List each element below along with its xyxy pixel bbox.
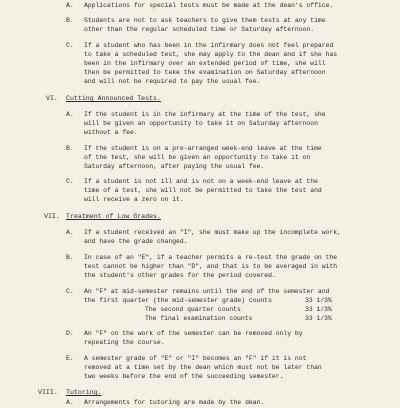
item-letter: B. <box>66 17 74 24</box>
text-line: Saturday afternoon, after paying the usual fee. <box>84 163 265 170</box>
text-line: If the student is on a pre-arranged week-end leave at the time <box>84 145 322 152</box>
item-letter: E. <box>66 355 74 362</box>
text-line: and have the grade changed. <box>84 238 188 245</box>
section-number: VII. <box>44 213 60 220</box>
text-line: If a student who has been in the infirmary does not feel prepared <box>84 42 334 49</box>
text-line: If a student received an "I", she must make up the incomplete work, <box>84 229 341 236</box>
text-line: In case of an "E", if a teacher permits a re-test the grade on the <box>84 254 338 261</box>
text-line: the student's other grades for the period covered. <box>84 272 276 279</box>
text-line: The final examination counts <box>145 315 253 322</box>
text-line: test cannot be higher than "D", and that is to be averaged in with <box>84 263 338 270</box>
text-line: the first quarter (the mid-semester grade) counts <box>84 297 272 304</box>
text-line: If the student is in the infirmary at the time of the test, she <box>84 111 326 118</box>
text-line: of the test, she will be given an opportunity to take it on <box>84 154 311 161</box>
section-number: VI. <box>46 95 58 102</box>
item-letter: C. <box>66 178 74 185</box>
item-letter: A. <box>66 229 74 236</box>
text-line: to take a scheduled test, she may apply to the dean and if she has <box>84 51 338 58</box>
percentage-value: 33 1/3% <box>305 297 332 304</box>
text-line: repeating the course. <box>84 339 165 346</box>
percentage-value: 33 1/3% <box>305 306 332 313</box>
text-line: time of a test, she will not be permitted to take the test and <box>84 187 322 194</box>
item-letter: C. <box>66 288 74 295</box>
text-line: The second quarter counts <box>145 306 241 313</box>
text-line: Applications for special tests must be made at the dean's office. <box>84 2 334 9</box>
item-letter: C. <box>66 42 74 49</box>
text-line: removed at a time set by the dean which must not be later than <box>84 364 322 371</box>
text-line: been in the infirmary over an extended period of time, she will <box>84 60 326 67</box>
item-letter: B. <box>66 145 74 152</box>
text-line: If a student is not ill and is not on a week-end leave at the <box>84 178 318 185</box>
text-line: An "F" at mid-semester remains until the end of the semester and <box>84 288 330 295</box>
text-line: without a fee. <box>84 129 138 136</box>
text-line: Arrangements for tutoring are made by the dean. <box>84 399 265 406</box>
text-line: will receive a zero on it. <box>84 196 184 203</box>
text-line: Students are not to ask teachers to give them tests at any time <box>84 17 326 24</box>
text-line: and will not be required to pay the usual fee. <box>84 78 261 85</box>
text-line: other than the regular scheduled time or Saturday afternoon. <box>84 26 315 33</box>
percentage-value: 33 1/3% <box>305 315 332 322</box>
item-letter: A. <box>66 111 74 118</box>
text-line: two weeks before the end of the succeeding semester. <box>84 373 284 380</box>
text-line: then be permitted to take the examination on Saturday afternoon <box>84 69 326 76</box>
section-title: Treatment of Low Grades. <box>66 213 161 220</box>
section-title: Tutoring. <box>66 389 102 396</box>
item-letter: D. <box>66 330 74 337</box>
item-letter: A. <box>66 399 74 406</box>
section-title: Cutting Announced Tests. <box>66 95 161 102</box>
section-number: VIII. <box>38 389 58 396</box>
text-line: will be given an opportunity to take it on Saturday afternoon <box>84 120 318 127</box>
text-line: An "F" on the work of the semester can be removed only by <box>84 330 303 337</box>
item-letter: A. <box>66 2 74 9</box>
text-line: A semester grade of "E" or "I" becomes an "F" if it is not <box>84 355 307 362</box>
item-letter: B. <box>66 254 74 261</box>
